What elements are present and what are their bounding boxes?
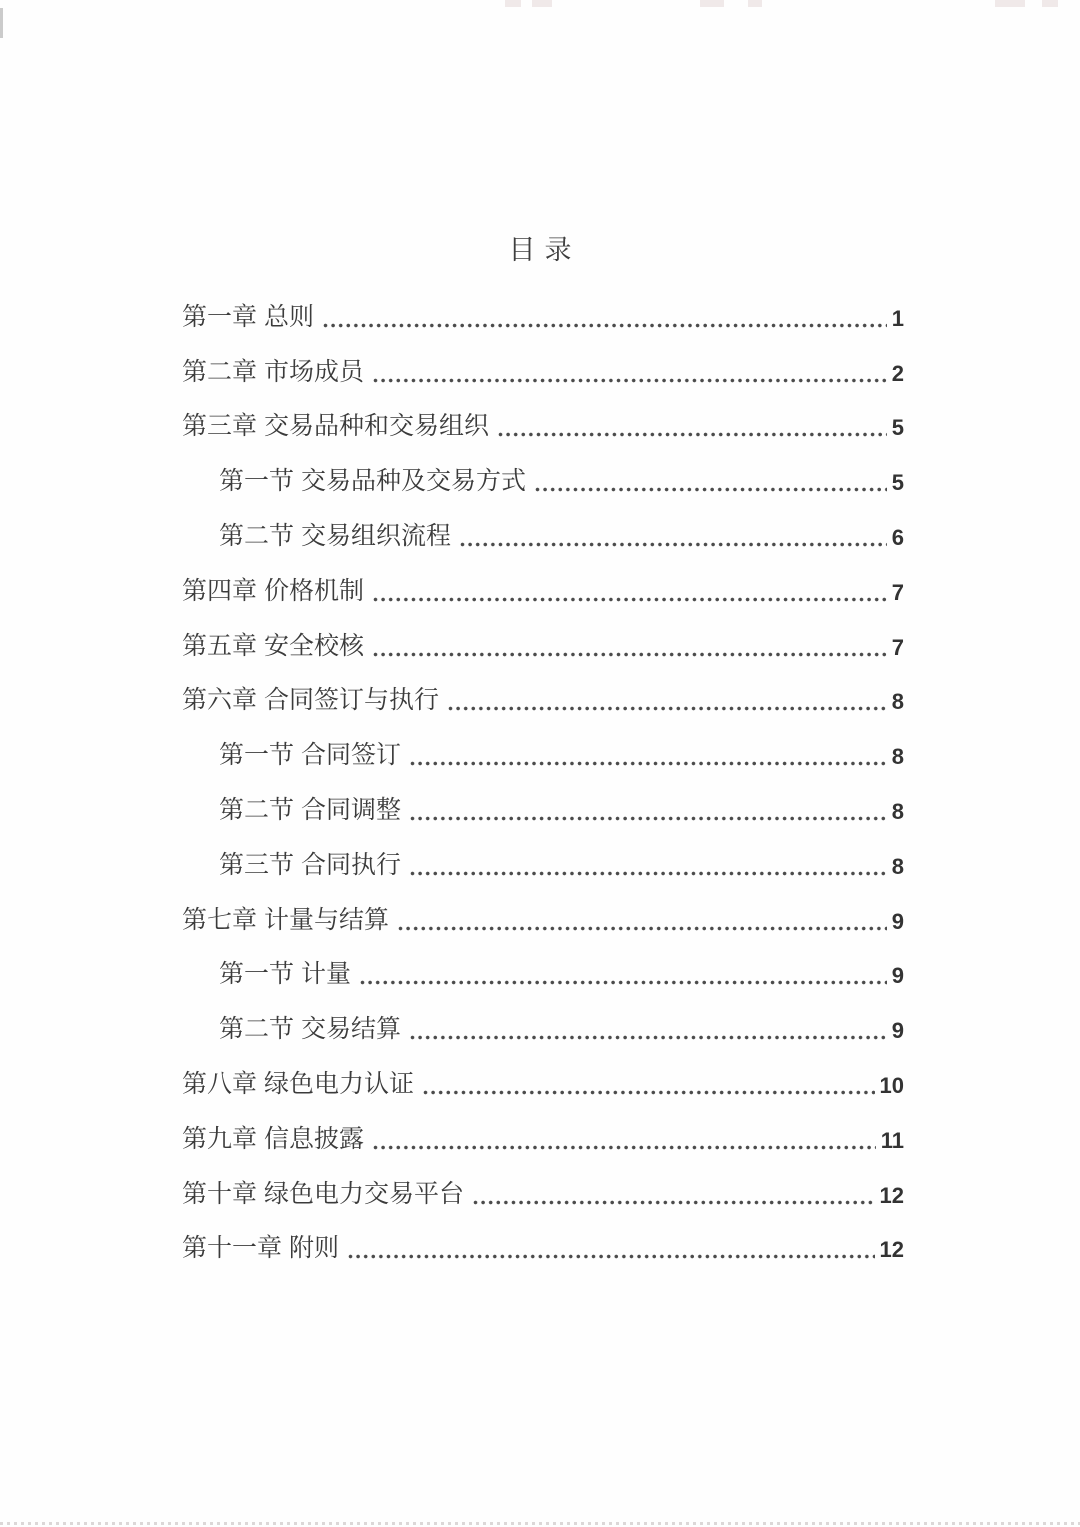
toc-entry-page-number: 9 bbox=[891, 963, 904, 989]
dot-leader bbox=[498, 432, 887, 437]
toc-entry-page-number: 5 bbox=[891, 415, 904, 441]
toc-entry bbox=[182, 957, 904, 1012]
toc-entry-page-number: 8 bbox=[891, 853, 904, 879]
toc-entry-label: 第二节 交易结算 bbox=[219, 1015, 401, 1044]
scan-edge-artifact bbox=[748, 0, 762, 7]
dot-leader bbox=[373, 1145, 876, 1150]
document-title: 目录 bbox=[508, 235, 581, 265]
toc-entry-label: 第二节 合同调整 bbox=[219, 795, 401, 824]
toc-entry-label: 第九章 信息披露 bbox=[182, 1124, 364, 1153]
scan-edge-artifact bbox=[505, 0, 521, 7]
toc-entry-label: 第一章 总则 bbox=[182, 302, 314, 331]
toc-entry-page-number: 5 bbox=[891, 470, 904, 496]
toc-entry bbox=[182, 847, 904, 902]
dot-leader bbox=[348, 1254, 875, 1259]
toc-entry-label: 第三节 合同执行 bbox=[219, 850, 401, 879]
dot-leader bbox=[323, 323, 887, 328]
toc-entry-page-number: 1 bbox=[891, 305, 904, 331]
toc-entry bbox=[182, 1011, 904, 1066]
scan-edge-artifact bbox=[0, 1522, 1080, 1525]
toc-entry-label: 第十章 绿色电力交易平台 bbox=[182, 1179, 464, 1208]
dot-leader bbox=[410, 871, 887, 876]
dot-leader bbox=[360, 980, 887, 985]
toc-entry bbox=[182, 354, 904, 409]
toc-entry bbox=[182, 683, 904, 738]
toc-entry bbox=[182, 463, 904, 518]
toc-entry-label: 第十一章 附则 bbox=[182, 1234, 339, 1263]
toc-entry-page-number: 8 bbox=[891, 689, 904, 715]
scan-edge-artifact bbox=[532, 0, 552, 7]
toc-entry bbox=[182, 573, 904, 628]
dot-leader bbox=[373, 597, 887, 602]
toc-entry bbox=[182, 1176, 904, 1231]
toc-entry bbox=[182, 737, 904, 792]
toc-entry-page-number: 9 bbox=[891, 1018, 904, 1044]
toc-entry bbox=[182, 1121, 904, 1176]
toc-entry-page-number: 7 bbox=[891, 579, 904, 605]
toc-entry-label: 第二章 市场成员 bbox=[182, 357, 364, 386]
table-of-contents bbox=[182, 299, 904, 1285]
toc-entry bbox=[182, 902, 904, 957]
toc-entry-page-number: 9 bbox=[891, 908, 904, 934]
scan-edge-artifact bbox=[700, 0, 724, 7]
toc-entry bbox=[182, 518, 904, 573]
toc-entry-label: 第七章 计量与结算 bbox=[182, 905, 389, 934]
toc-entry-page-number: 2 bbox=[891, 360, 904, 386]
dot-leader bbox=[373, 378, 887, 383]
toc-entry-label: 第四章 价格机制 bbox=[182, 576, 364, 605]
dot-leader bbox=[410, 1035, 887, 1040]
toc-entry-label: 第三章 交易品种和交易组织 bbox=[182, 412, 489, 441]
dot-leader bbox=[460, 542, 887, 547]
dot-leader bbox=[535, 487, 887, 492]
scan-edge-artifact bbox=[995, 0, 1025, 7]
dot-leader bbox=[448, 706, 887, 711]
toc-entry bbox=[182, 1231, 904, 1286]
toc-entry-page-number: 12 bbox=[879, 1237, 904, 1263]
dot-leader bbox=[398, 926, 887, 931]
toc-entry-page-number: 8 bbox=[891, 798, 904, 824]
toc-entry-label: 第六章 合同签订与执行 bbox=[182, 686, 439, 715]
toc-entry bbox=[182, 1066, 904, 1121]
toc-entry-page-number: 6 bbox=[891, 524, 904, 550]
toc-entry-label: 第一节 计量 bbox=[219, 960, 351, 989]
toc-entry-label: 第五章 安全校核 bbox=[182, 631, 364, 660]
toc-entry bbox=[182, 628, 904, 683]
toc-entry-page-number: 12 bbox=[879, 1182, 904, 1208]
toc-entry bbox=[182, 299, 904, 354]
scan-edge-artifact bbox=[1042, 0, 1058, 7]
toc-entry-page-number: 7 bbox=[891, 634, 904, 660]
toc-entry-page-number: 8 bbox=[891, 744, 904, 770]
dot-leader bbox=[423, 1090, 875, 1095]
toc-entry bbox=[182, 792, 904, 847]
toc-entry-page-number: 10 bbox=[879, 1072, 904, 1098]
dot-leader bbox=[410, 761, 887, 766]
toc-entry-page-number: 11 bbox=[880, 1127, 904, 1153]
toc-entry-label: 第一节 交易品种及交易方式 bbox=[219, 467, 526, 496]
dot-leader bbox=[473, 1200, 875, 1205]
toc-entry bbox=[182, 409, 904, 464]
dot-leader bbox=[410, 816, 887, 821]
dot-leader bbox=[373, 652, 887, 657]
toc-entry-label: 第八章 绿色电力认证 bbox=[182, 1069, 414, 1098]
toc-entry-label: 第一节 合同签订 bbox=[219, 741, 401, 770]
toc-entry-label: 第二节 交易组织流程 bbox=[219, 521, 451, 550]
scan-edge-artifact bbox=[0, 8, 3, 38]
